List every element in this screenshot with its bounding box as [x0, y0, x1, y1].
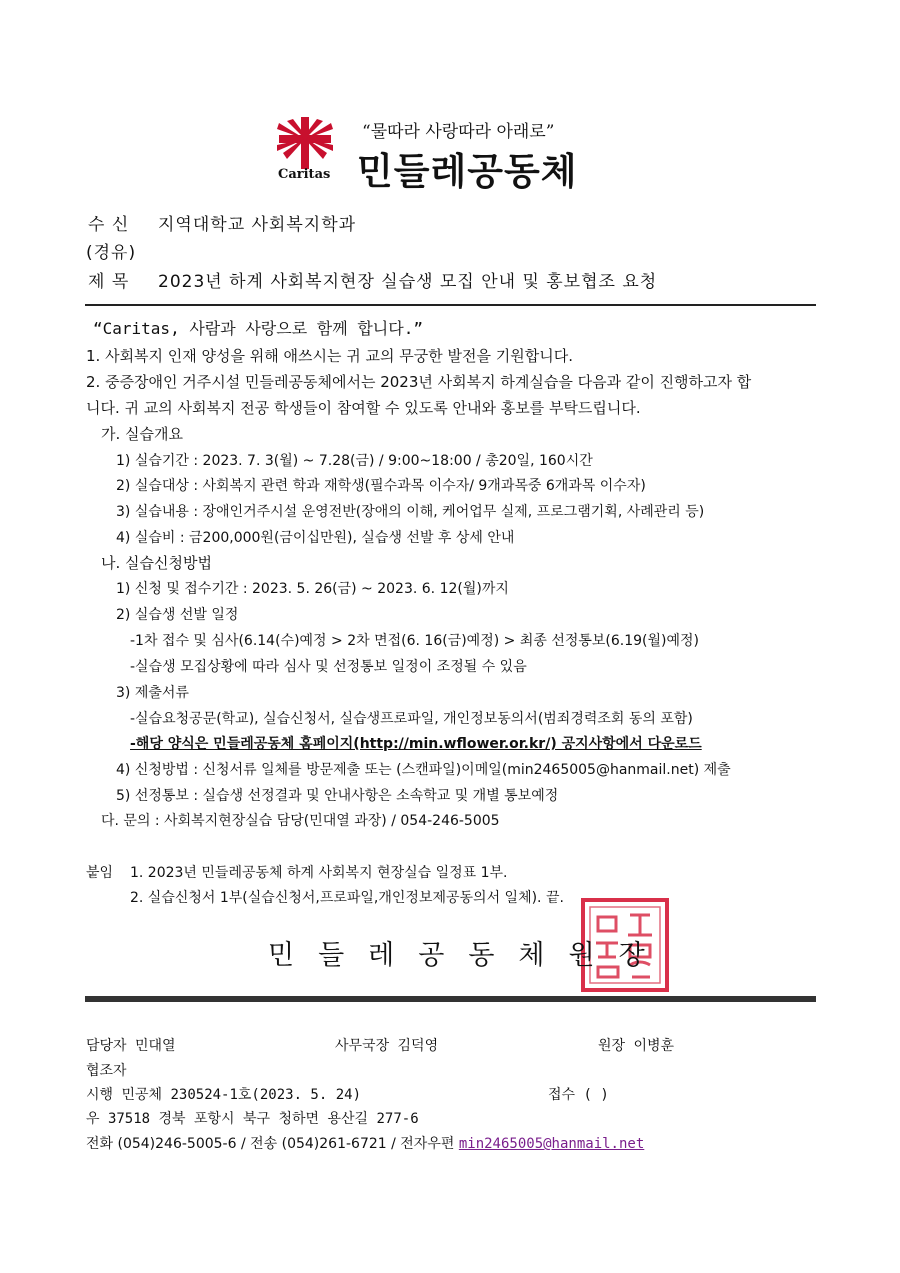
recipient: 지역대학교 사회복지학과	[158, 215, 357, 235]
item-a3: 3) 실습내용 : 장애인거주시설 운영전반(장애의 이해, 케어업무 실제, 프로그램기획, 사례관리 등)	[116, 504, 705, 520]
section-b-heading: 나. 실습신청방법	[101, 554, 212, 572]
paragraph-2-line-1: 2. 중증장애인 거주시설 민들레공동체에서는 2023년 사회복지 하계실습을 다음과 같이 진행하고자 합	[86, 373, 752, 391]
attachment-item-2: 2. 실습신청서 1부(실습신청서,프로파일,개인정보제공동의서 일체). 끝.	[130, 890, 564, 906]
item-a1: 1) 실습기간 : 2023. 7. 3(월) ~ 7.28(금) / 9:00~18:00 / 총20일, 160시간	[116, 453, 593, 469]
section-c-contact: 다. 문의 : 사회복지현장실습 담당(민대열 과장) / 054-246-5005	[101, 813, 500, 829]
slogan: “물따라 사랑따라 아래로”	[362, 122, 555, 142]
item-b2-b: -실습생 모집상황에 따라 심사 및 선정통보 일정이 조정될 수 있음	[130, 659, 527, 675]
postal-address: 우 37518 경북 포항시 북구 청하면 용산길 277-6	[86, 1111, 419, 1127]
secretary-name: 사무국장 김덕영	[335, 1038, 439, 1054]
paragraph-1: 1. 사회복지 인재 양성을 위해 애쓰시는 귀 교의 무궁한 발전을 기원합니다.	[86, 347, 573, 365]
subject: 2023년 하계 사회복지현장 실습생 모집 안내 및 홍보협조 요청	[158, 272, 658, 292]
recipient-label: 수 신	[88, 215, 130, 235]
via: (경유)	[86, 243, 137, 263]
motto: “Caritas, 사람과 사랑으로 함께 합니다.”	[93, 319, 423, 338]
contact-line	[86, 1133, 644, 1153]
item-b4: 4) 신청방법 : 신청서류 일체를 방문제출 또는 (스캔파일)이메일(min2465005@hanmail.net) 제출	[116, 762, 731, 778]
item-a4: 4) 실습비 : 금200,000원(금이십만원), 실습생 선발 후 상세 안내	[116, 530, 515, 546]
director-name: 원장 이병훈	[598, 1038, 675, 1054]
item-b3-a: -실습요청공문(학교), 실습신청서, 실습생프로파일, 개인정보동의서(범죄경력조회 동의 포함)	[130, 711, 693, 727]
item-a2: 2) 실습대상 : 사회복지 관련 학과 재학생(필수과목 이수자/ 9개과목중 6개과목 이수자)	[116, 478, 646, 494]
subject-label: 제 목	[88, 272, 130, 292]
attachment-item-1: 1. 2023년 민들레공동체 하계 사회복지 현장실습 일정표 1부.	[130, 865, 508, 881]
footer-divider	[85, 996, 816, 1002]
email-link[interactable]: min2465005@hanmail.net	[458, 1136, 645, 1152]
staff-name: 담당자 민대열	[86, 1038, 176, 1054]
contact-text: 전화 (054)246-5005-6 / 전송 (054)261-6721 / 전자우편	[86, 1136, 455, 1152]
sender-title: 민들레공동체원장	[268, 940, 669, 971]
paragraph-2-line-2: 니다. 귀 교의 사회복지 전공 학생들이 참여할 수 있도록 안내와 홍보를 부탁드립니다.	[86, 399, 641, 417]
item-b2: 2) 실습생 선발 일정	[116, 607, 239, 623]
item-b3: 3) 제출서류	[116, 685, 189, 701]
org-name: 민들레공동체	[357, 150, 578, 193]
section-a-heading: 가. 실습개요	[101, 425, 183, 443]
header-divider	[85, 304, 816, 306]
logo-text: Caritas	[278, 167, 331, 182]
enforcement-number: 시행 민공체 230524-1호(2023. 5. 24)	[86, 1087, 362, 1103]
item-b1: 1) 신청 및 접수기간 : 2023. 5. 26(금) ~ 2023. 6. 12(월)까지	[116, 581, 509, 597]
attachment-label: 붙임	[86, 865, 114, 881]
download-notice: -해당 양식은 민들레공동체 홈페이지(http://min.wflower.or.kr/) 공지사항에서 다운로드	[130, 736, 702, 752]
item-b5: 5) 선정통보 : 실습생 선정결과 및 안내사항은 소속학교 및 개별 통보예정	[116, 788, 559, 804]
receipt-field: 접수 ( )	[548, 1087, 609, 1103]
item-b2-a: -1차 접수 및 심사(6.14(수)예정 > 2차 면접(6. 16(금)예정) > 최종 선정통보(6.19(월)예정)	[130, 633, 700, 649]
cooperator-label: 협조자	[86, 1063, 127, 1079]
